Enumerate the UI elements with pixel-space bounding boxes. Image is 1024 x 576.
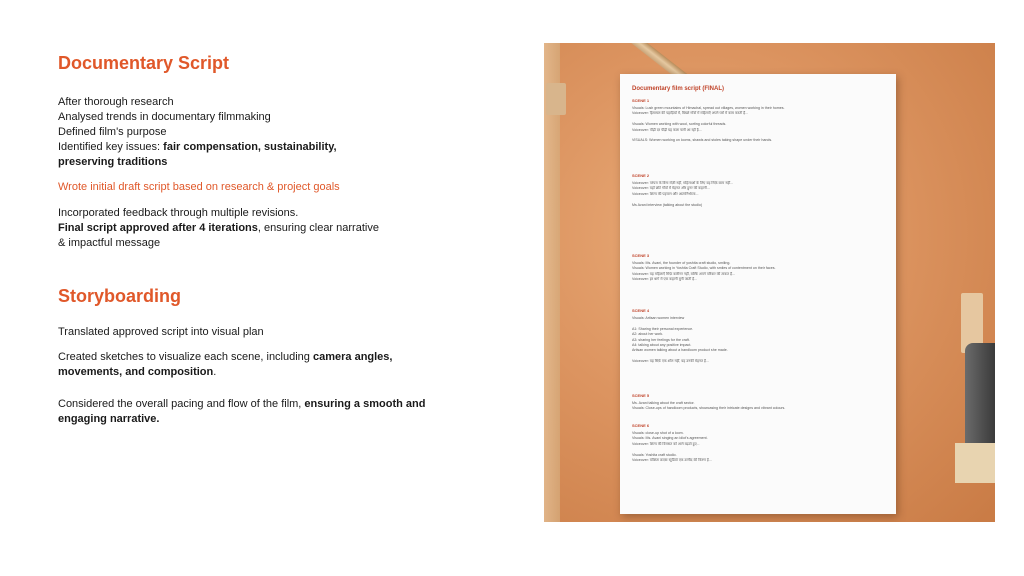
- scene-line: Voiceover: योशिता क्राफ़्ट स्टूडियो एक उम्मीद की किरण है...: [632, 458, 712, 462]
- final-bold: Final script approved after 4 iterations: [58, 222, 258, 234]
- scene-line: Visuals: Women working with wool, sorting colorful threads.: [632, 122, 727, 127]
- p3-b: ensuring a smooth and: [304, 398, 426, 410]
- storyboard-p3: [58, 397, 448, 427]
- scene-label: SCENE 4: [632, 308, 650, 313]
- scene-line: VISUALS: Women working on looms, shawls and stoles taking shape under their hands.: [632, 138, 773, 143]
- p3-c: engaging narrative.: [58, 413, 160, 425]
- draft-line: Wrote initial draft script based on research & project goals: [58, 181, 340, 193]
- scene-line: Artisan women talking about a handloom product she made.: [632, 348, 728, 353]
- storyboard-p1: Translated approved script into visual plan: [58, 326, 264, 338]
- desk-box: [955, 443, 995, 483]
- scene-line: Ms. Avani talking about the craft sector.: [632, 401, 695, 405]
- feedback-line: Incorporated feedback through multiple revisions.: [58, 207, 299, 219]
- scene-line: Visuals: Artisan women interview: [632, 316, 685, 320]
- scene-line: Voiceover: शिल्प की विरासत को आगे बढ़ाते हुए...: [632, 441, 700, 446]
- scene-label: SCENE 5: [632, 393, 650, 398]
- script-line-2: Analysed trends in documentary filmmaking: [58, 111, 271, 123]
- script-photo: [544, 43, 995, 522]
- key-issues-label: Identified key issues:: [58, 141, 164, 153]
- scene-label: SCENE 6: [632, 423, 650, 428]
- scene-line: Visuals: Women working in Yoshita Craft Studio, with smiles of contentment on their faces.: [632, 266, 776, 271]
- scene-line: A3: sharing her feelings for the craft.: [632, 337, 690, 342]
- document-title: Documentary film script (FINAL): [632, 86, 725, 92]
- scene-line: A2: about her work.: [632, 332, 664, 337]
- script-line-4: [58, 140, 418, 155]
- scene-line: Visuals: Ms. Avani, the founder of yoshita craft studio, smiling.: [632, 261, 731, 265]
- scene-line: Voiceover: यह सिर्फ़ एक शॉल नहीं, यह उनकी मेहनत है...: [632, 359, 709, 364]
- scene-line: Visuals: Ms. Avani singing an idiot's agreement.: [632, 436, 708, 441]
- script-line-3: Defined film's purpose: [58, 126, 167, 138]
- p3-a: Considered the overall pacing and flow of the film,: [58, 398, 305, 410]
- scene-line: Voiceover: यहाँ छोटे गाँवों में मेहनत और हुनर की कहानी...: [632, 186, 710, 191]
- scene-label: SCENE 3: [632, 253, 650, 258]
- script-line-5: [58, 155, 418, 170]
- scene-label: SCENE 1: [632, 98, 650, 103]
- script-document: [620, 74, 896, 514]
- scene-line: Voiceover: शिल्प की पहचान और आत्मनिर्भरता...: [632, 191, 699, 196]
- script-heading: Documentary Script: [58, 53, 230, 73]
- final-line-2: & impactful message: [58, 237, 161, 249]
- p2-a: Created sketches to visualize each scene, including: [58, 351, 313, 363]
- scene-line: Ms Avani interview (talking about the studio): [632, 202, 703, 207]
- scene-line: Voiceover: पीढ़ी दर पीढ़ी यह कला चली आ रही है...: [632, 127, 702, 132]
- final-line: [58, 221, 418, 236]
- scene-line: Visuals: Close-ups of handloom products, showcasing their intricate designs and vibrant colours.: [632, 406, 786, 411]
- key-issues-bold: fair compensation, sustainability,: [163, 141, 337, 153]
- scene-line: A4: talking about any positive impact.: [632, 343, 692, 347]
- scene-line: Visuals: close-up shot of a loom.: [632, 431, 684, 435]
- wood-block: [546, 83, 566, 115]
- scene-line: Visuals: Lush green mountains of Himachal, spread out villages, women working in their homes.: [632, 106, 785, 110]
- scene-line: Visuals: Yoshita craft studio.: [632, 452, 677, 457]
- script-line-1: After thorough research: [58, 96, 174, 108]
- scene-label: SCENE 2: [632, 173, 650, 178]
- scene-line: A1: Sharing their personal experience.: [632, 326, 694, 331]
- storyboarding-heading: Storyboarding: [58, 286, 182, 306]
- scene-line: Voiceover: हिमाचल की पहाड़ियों में, बिखरे गाँवों में महिलाएँ अपने घरों में काम करती हैं...: [632, 111, 749, 116]
- storyboard-p2: [58, 350, 428, 380]
- p2-d: .: [213, 366, 217, 378]
- scene-line: Voiceover: यह महिलाएँ सिर्फ़ कारीगर नहीं, बल्कि अपने परिवार की ताकत हैं...: [632, 271, 736, 276]
- p2-c: movements, and composition: [58, 366, 214, 378]
- key-issues-bold-2: preserving traditions: [58, 156, 168, 168]
- scene-line: Voiceover: हर धागे में एक कहानी बुनी जाती है...: [632, 277, 698, 282]
- final-rest: , ensuring clear narrative: [257, 222, 379, 234]
- scene-line: Voiceover: परंपरा के बिना रोज़ी नहीं, महिलाओं के लिए यह सिर्फ़ काम नहीं...: [632, 181, 734, 185]
- p2-b: camera angles,: [312, 351, 393, 363]
